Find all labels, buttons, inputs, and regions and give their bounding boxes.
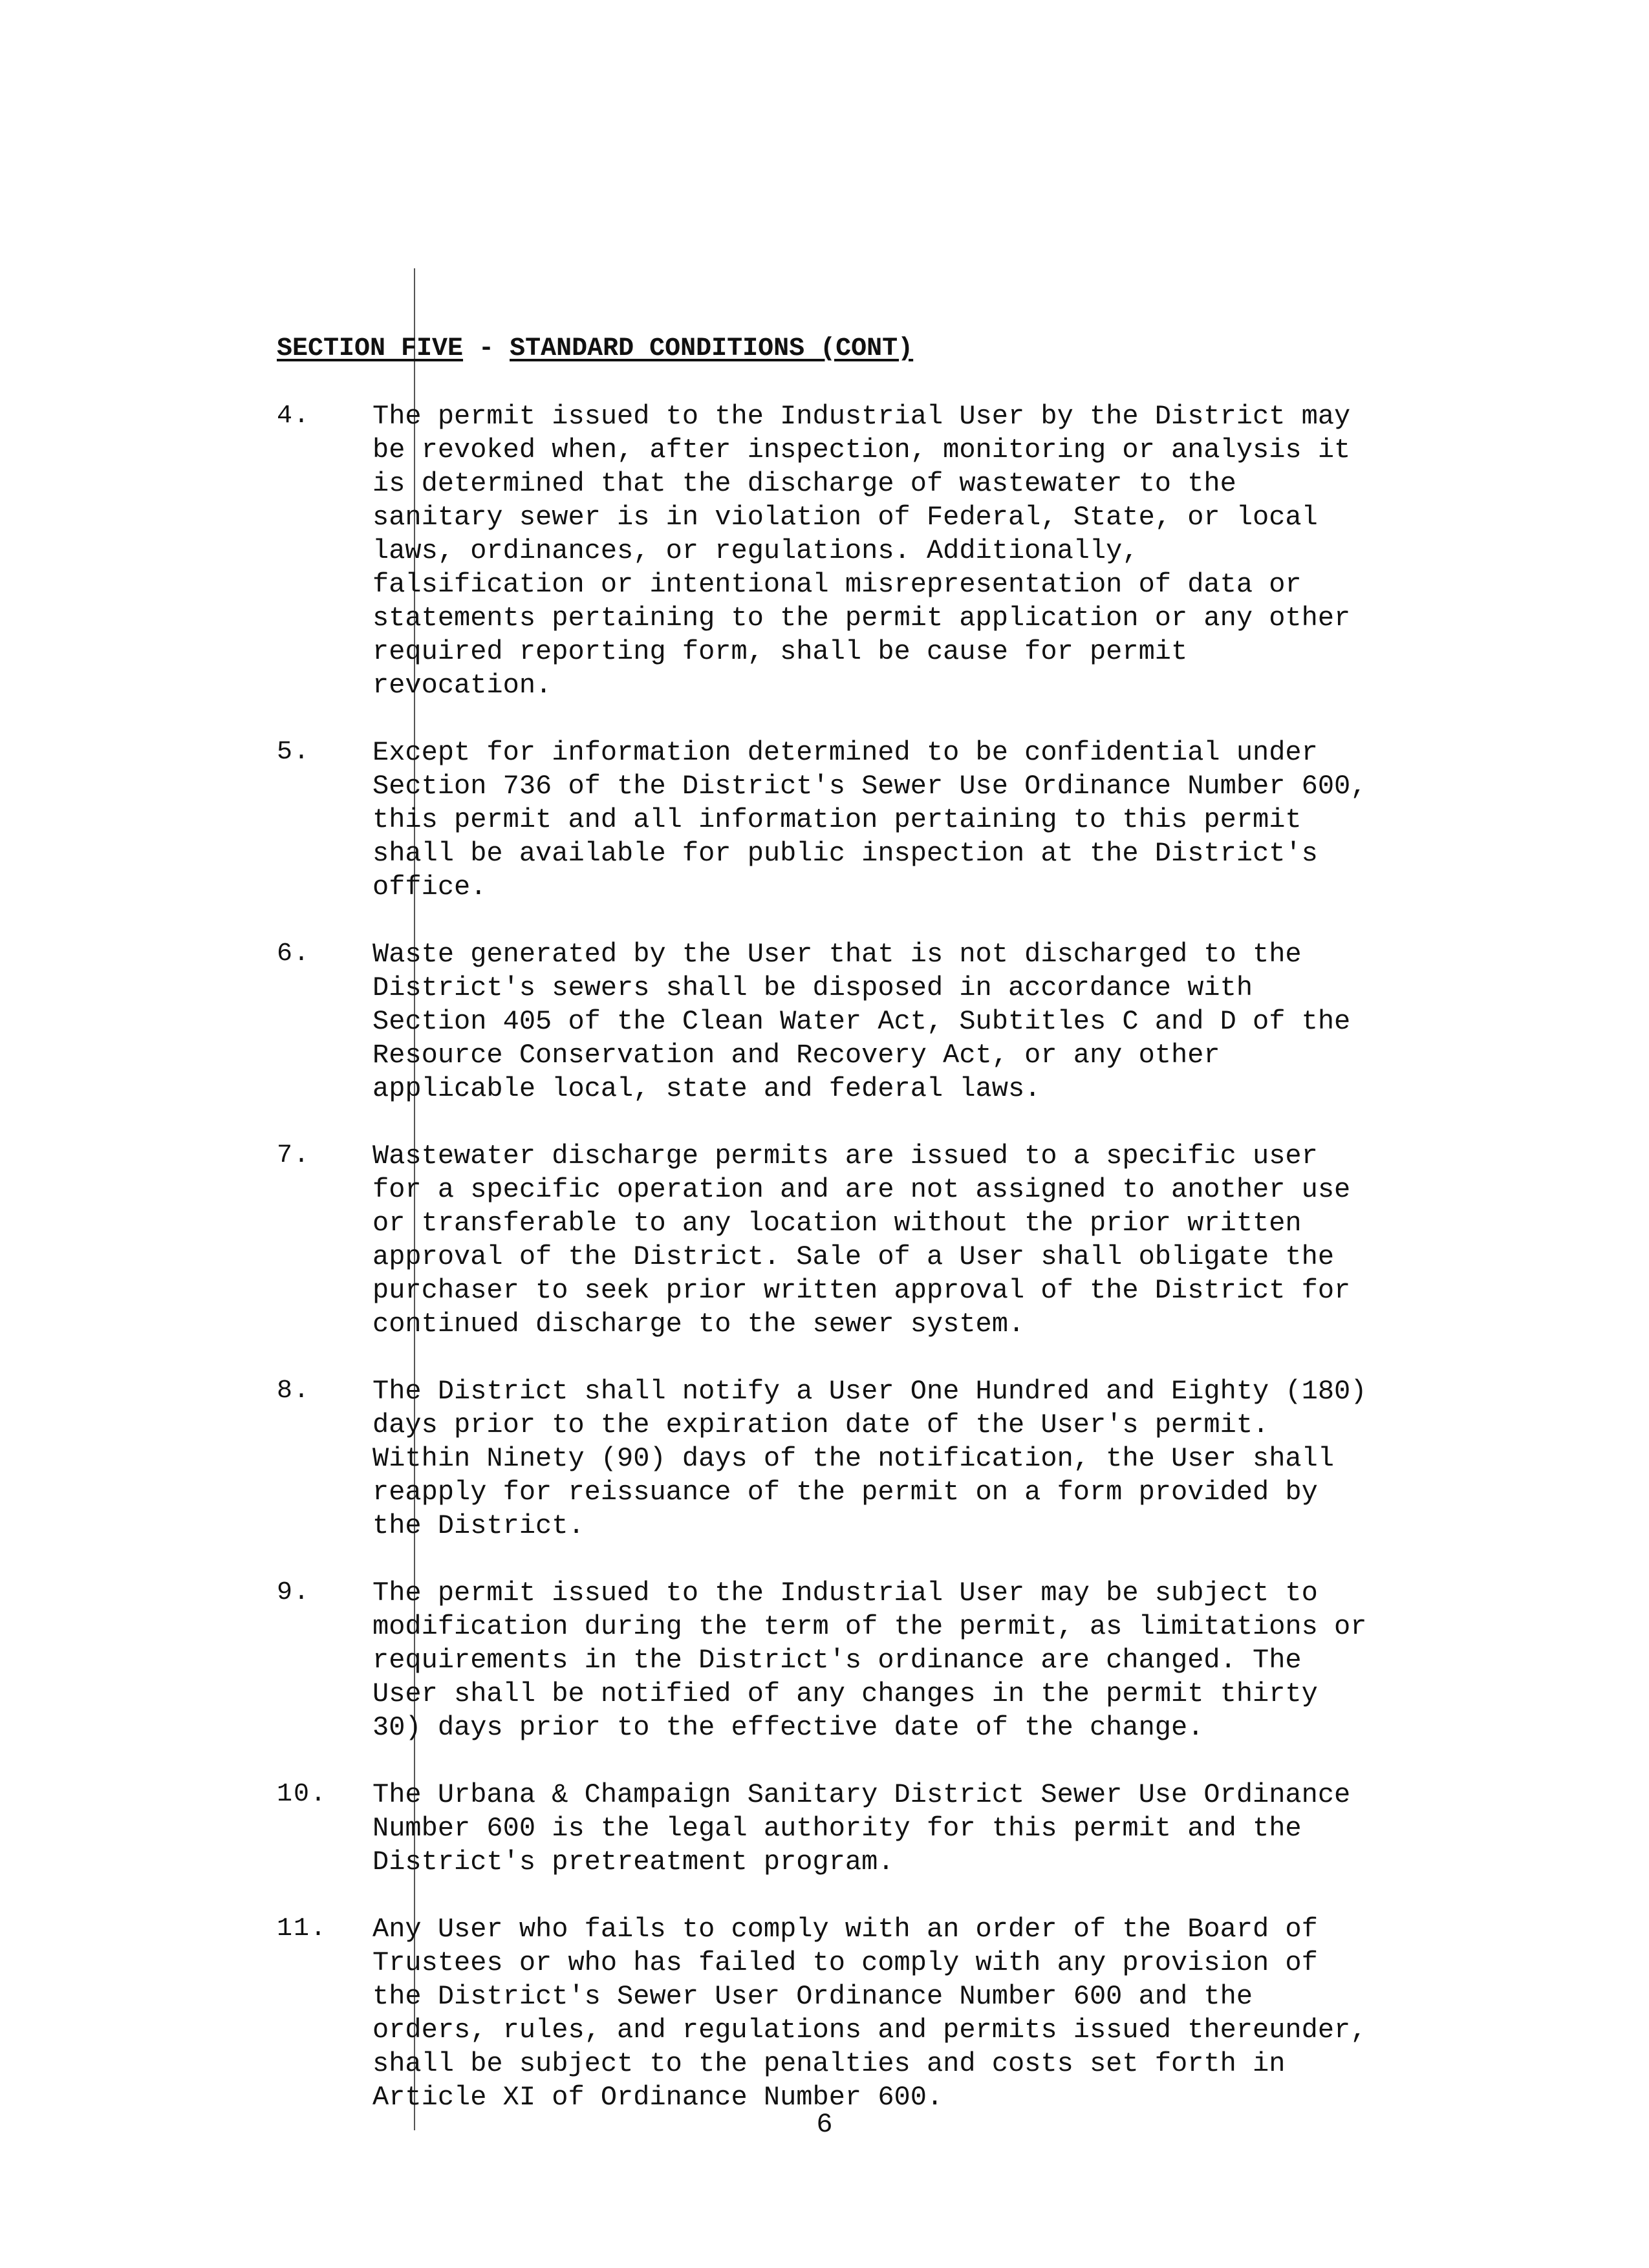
condition-number: 6. <box>277 939 311 968</box>
condition-number: 10. <box>277 1780 328 1809</box>
condition-number: 7. <box>277 1141 311 1170</box>
condition-item <box>277 1778 1583 1879</box>
condition-item <box>277 1375 1583 1543</box>
condition-item <box>277 1576 1583 1744</box>
condition-text: Waste generated by the User that is not discharged to the District's sewers shall be disposed in accordance with Section 405 of the Clean Water Act, Subtitles C and D of the Resource Conservation and Recovery Act, or any other applicable local, state and federal laws. <box>372 939 1351 1104</box>
condition-text: The permit issued to the Industrial User may be subject to modification during the term of the permit, as limitations or requirements in the District's ordinance are changed. The User shall be notified of any changes in the permit thirty 30) days prior to the effective date of the change. <box>372 1578 1367 1743</box>
section-heading-title: STANDARD CONDITIONS (CONT) <box>510 334 914 363</box>
condition-text: The Urbana & Champaign Sanitary District Sewer Use Ordinance Number 600 is the legal authority for this permit and the District's pretreatment program. <box>372 1779 1351 1878</box>
condition-item <box>277 1912 1583 2114</box>
condition-item <box>277 736 1583 904</box>
section-heading-separator: - <box>463 334 510 363</box>
condition-number: 5. <box>277 738 311 767</box>
condition-number: 8. <box>277 1376 311 1406</box>
condition-item <box>277 937 1583 1106</box>
condition-number: 9. <box>277 1578 311 1607</box>
conditions-list <box>277 400 1583 2148</box>
condition-text: The permit issued to the Industrial User by the District may be revoked when, after inspection, monitoring or analysis it is determined that the discharge of wastewater to the sanitary sewer is in violation of Federal, State, or local laws, ordinances, or regulations. Additionally, falsification or intentional misrepresentation of data or statements pertaining to the permit application or any other required reporting form, shall be cause for permit revocation. <box>372 401 1351 701</box>
page-number: 6 <box>816 2109 833 2140</box>
condition-text: Wastewater discharge permits are issued to a specific user for a specific operation and are not assigned to another use or transferable to any location without the prior written approval of the District. Sale of a User shall obligate the purchaser to seek prior written approval of the District for continued discharge to the sewer system. <box>372 1140 1351 1340</box>
section-heading-prefix: SECTION FIVE <box>277 334 464 363</box>
condition-text: Except for information determined to be confidential under Section 736 of the District's Sewer Use Ordinance Number 600, this permit and all information pertaining to this permit shall be available for public inspection at the District's office. <box>372 737 1367 903</box>
condition-item <box>277 1139 1583 1341</box>
condition-item <box>277 400 1583 702</box>
condition-number: 4. <box>277 401 311 431</box>
condition-text: Any User who fails to comply with an order of the Board of Trustees or who has failed to comply with any provision of the District's Sewer User Ordinance Number 600 and the orders, rules, and regulations and permits issued thereunder, shall be subject to the penalties and costs set forth in Article XI of Ordinance Number 600. <box>372 1914 1367 2113</box>
section-heading <box>277 331 913 367</box>
condition-text: The District shall notify a User One Hundred and Eighty (180) days prior to the expiration date of the User's permit. Within Ninety (90) days of the notification, the User shall reapply for reissuance of the permit on a form provided by the District. <box>372 1376 1367 1541</box>
condition-number: 11. <box>277 1914 328 1943</box>
